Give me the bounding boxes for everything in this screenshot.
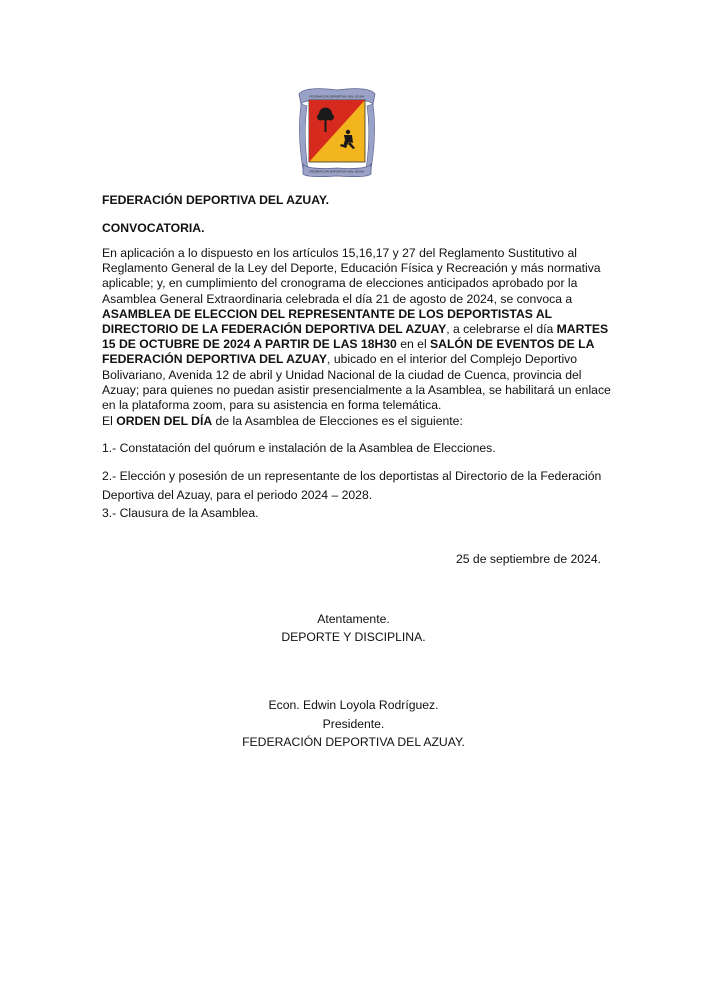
agenda-item: 2.- Elección y posesión de un representante de los deportistas al Directorio de la Federación Deportiva del Azuay, para el periodo 2024 – 2028. xyxy=(102,469,602,502)
federation-logo xyxy=(297,84,377,180)
paragraph-text: El xyxy=(102,414,117,428)
logo-banner-top: FEDERACIÓN DEPORTIVA DEL AZUAY xyxy=(309,94,365,99)
assembly-datetime: MARTES 15 DE OCTUBRE DE 2024 A PARTIR DE LAS 18H30 xyxy=(102,322,609,352)
logo-banner-bottom: FEDERACIÓN DEPORTIVA DEL AZUAY xyxy=(309,169,365,174)
assembly-name: ASAMBLEA DE ELECCION DEL REPRESENTANTE DE LOS DEPORTISTAS AL DIRECTORIO DE LA FEDERACIÓN DEPORTIVA DEL AZUAY xyxy=(102,306,552,337)
organization-heading: FEDERACIÓN DEPORTIVA DEL AZUAY. xyxy=(102,193,330,207)
paragraph-text: , ubicado en el interior del Complejo Deportivo Bolivariano, Avenida 12 de abril y Unidad Nacional de la ciudad de Cuenca, provincia del Azuay; para quienes no puedan asistir presencialmente a la Asamblea, se habilitará un enlace en la plataforma zoom, para su asistencia en forma telemática. xyxy=(102,352,611,413)
paragraph-text: En aplicación a lo dispuesto en los artículos 15,16,17 y 27 del Reglamento Sustitutivo al Reglamento General de la Ley del Deporte, Educación Física y Recreación y más normativa aplicable; y, en cumplimiento del cronograma de elecciones anticipados aprobado por la Asamblea General Extraordinaria celebrada el día 21 de agosto de 2024, se convoca a xyxy=(102,246,601,306)
paragraph-text: de la Asamblea de Elecciones es el siguiente: xyxy=(212,414,463,428)
agenda-intro xyxy=(102,414,616,429)
convocation-paragraph xyxy=(102,246,616,413)
closing-regards: Atentamente. xyxy=(317,612,390,626)
assembly-venue: SALÓN DE EVENTOS DE LA FEDERACIÓN DEPORTIVA DEL AZUAY xyxy=(102,337,594,367)
document-date: 25 de septiembre de 2024. xyxy=(455,552,601,566)
signatory-role: Presidente. xyxy=(322,717,385,731)
paragraph-text: , a celebrarse el día xyxy=(446,322,557,337)
agenda-item: 1.- Constatación del quórum e instalación de la Asamblea de Elecciones. xyxy=(102,441,496,455)
signatory-organization: FEDERACIÓN DEPORTIVA DEL AZUAY. xyxy=(242,735,465,749)
agenda-item: 3.- Clausura de la Asamblea. xyxy=(102,506,259,520)
tree-icon xyxy=(325,120,327,132)
agenda-label: ORDEN DEL DÍA xyxy=(116,414,213,428)
closing-motto: DEPORTE Y DISCIPLINA. xyxy=(281,630,426,644)
signatory-name: Econ. Edwin Loyola Rodríguez. xyxy=(268,698,439,712)
paragraph-text: en el xyxy=(396,337,431,352)
document-title: CONVOCATORIA. xyxy=(102,221,205,235)
